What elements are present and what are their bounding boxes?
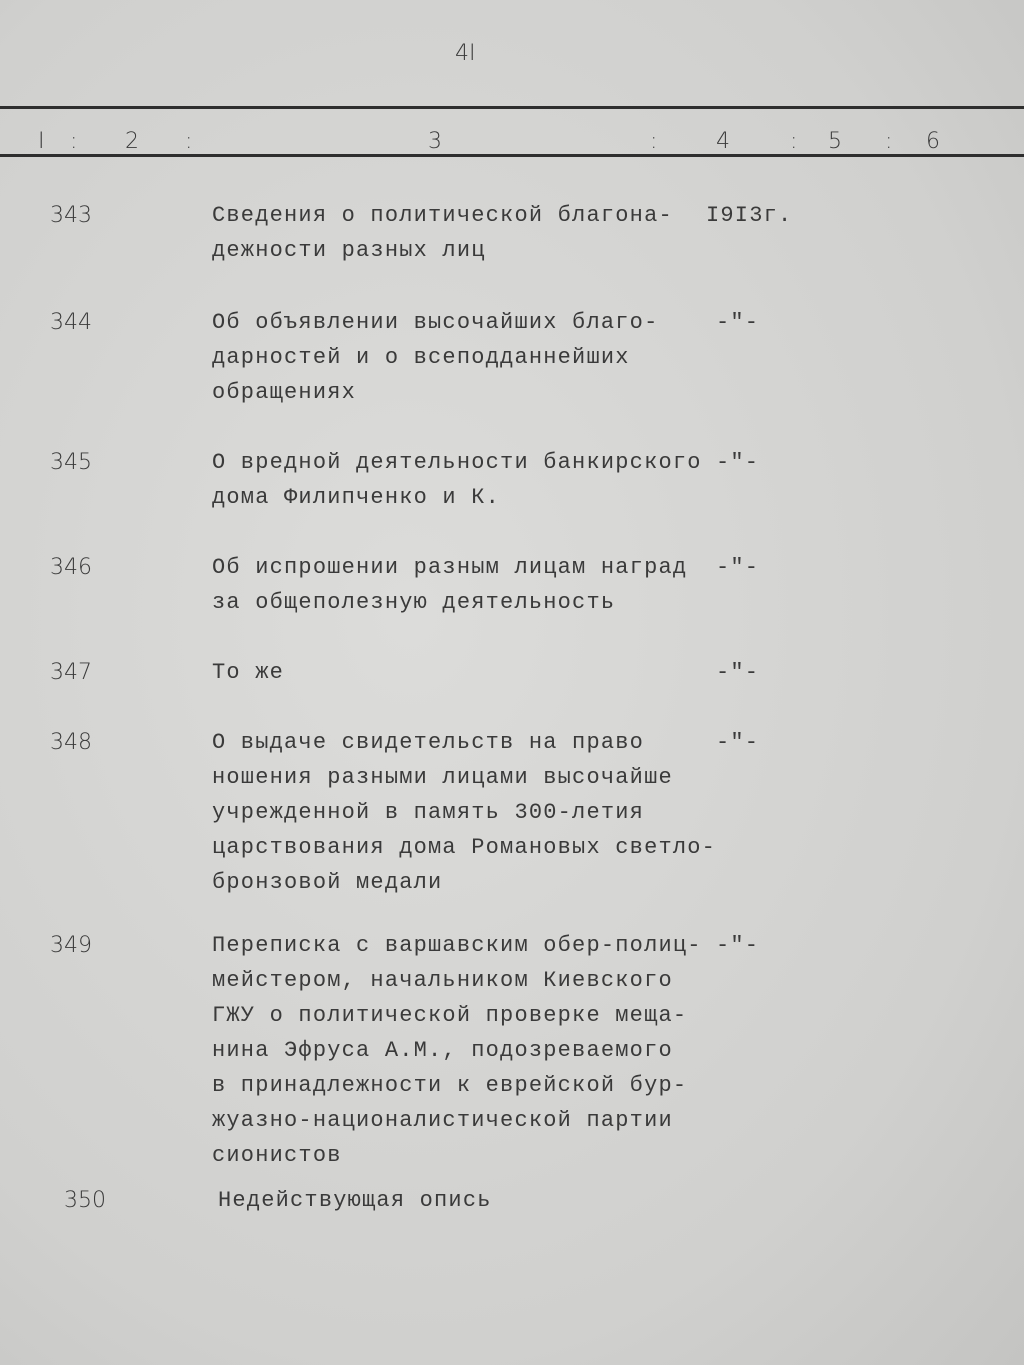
item-number: 349 (50, 933, 92, 958)
item-title-line: Об объявлении высочайших благо- (212, 310, 659, 335)
item-title-line: за общеполезную деятельность (212, 590, 616, 615)
col-sep: : (790, 129, 798, 154)
col-sep: : (70, 129, 78, 154)
item-date: -"- (716, 310, 760, 335)
item-title-line: обращениях (212, 380, 357, 405)
col-header-3: 3 (428, 129, 442, 154)
item-title-line: бронзовой медали (212, 870, 443, 895)
item-title-line: Недействующая опись (218, 1188, 492, 1213)
item-title-line: дома Филипченко и К. (212, 485, 501, 510)
item-title-line: жуазно-националистической партии (212, 1108, 673, 1133)
item-title-line: То же (212, 660, 285, 685)
header-bottom-rule (0, 154, 1024, 157)
item-date: -"- (716, 933, 760, 958)
header-top-rule (0, 106, 1024, 109)
item-title-line: мейстером, начальником Киевского (212, 968, 673, 993)
item-title-line: дежности разных лиц (212, 238, 486, 263)
item-title-line: Об испрошении разным лицам наград (212, 555, 688, 580)
item-title-line: нина Эфруса А.М., подозреваемого (212, 1038, 673, 1063)
item-number: 350 (64, 1188, 106, 1213)
item-title-line: О вредной деятельности банкирского (212, 450, 702, 475)
item-number: 347 (50, 660, 92, 685)
item-title-line: ГЖУ о политической проверке меща- (212, 1003, 688, 1028)
item-title-line: царствования дома Романовых светло- (212, 835, 717, 860)
item-title-line: ношения разными лицами высочайше (212, 765, 673, 790)
item-date: -"- (716, 450, 760, 475)
col-header-4: 4 (716, 129, 730, 154)
col-header-2: 2 (125, 129, 139, 154)
item-date: -"- (716, 555, 760, 580)
item-title-line: дарностей и о всеподданнейших (212, 345, 630, 370)
item-number: 344 (50, 310, 92, 335)
col-header-1: I (38, 129, 45, 154)
col-header-6: 6 (926, 129, 940, 154)
item-date: I9I3г. (706, 203, 793, 228)
page-number: 4I (455, 41, 476, 66)
col-header-5: 5 (828, 129, 842, 154)
col-sep: : (885, 129, 893, 154)
item-number: 345 (50, 450, 92, 475)
item-title-line: Сведения о политической благона- (212, 203, 673, 228)
item-date: -"- (716, 660, 760, 685)
item-date: -"- (716, 730, 760, 755)
item-number: 348 (50, 730, 92, 755)
item-title-line: в принадлежности к еврейской бур- (212, 1073, 688, 1098)
item-title-line: Переписка с варшавским обер-полиц- (212, 933, 702, 958)
col-sep: : (185, 129, 193, 154)
item-title-line: О выдаче свидетельств на право (212, 730, 645, 755)
item-number: 343 (50, 203, 92, 228)
item-title-line: учрежденной в память 300-летия (212, 800, 645, 825)
item-title-line: сионистов (212, 1143, 342, 1168)
col-sep: : (650, 129, 658, 154)
item-number: 346 (50, 555, 92, 580)
